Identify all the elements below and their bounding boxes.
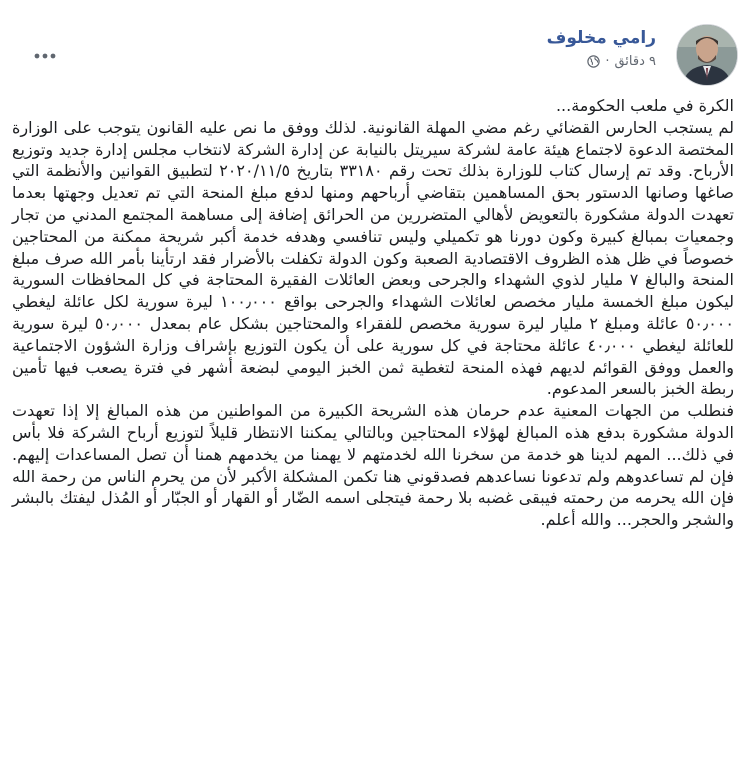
avatar[interactable]	[676, 24, 738, 86]
post-subline	[547, 54, 656, 69]
author-name[interactable]: رامي مخلوف	[546, 28, 656, 48]
profile-photo	[677, 25, 737, 85]
post-body	[12, 95, 734, 531]
globe-icon[interactable]	[587, 55, 600, 68]
separator-dot: ·	[605, 54, 610, 69]
post-time[interactable]: ٩ دقائق	[614, 54, 656, 69]
post-header	[14, 14, 738, 90]
more-options-icon[interactable]	[34, 42, 56, 64]
post-title: الكرة في ملعب الحكومة...	[555, 96, 734, 115]
post-paragraph-2: فنطلب من الجهات المعنية عدم حرمان هذه الشريحة الكبيرة من المواطنين من هذه المبالغ إلا إذا تعهدت الدولة مشكورة بدفع هذه المبالغ لهؤلاء المحتاجين وبالتالي يمكننا الانتظار قليلاً لتوزيع أرباح الشركة فلا بأس في ذلك... المهم لدينا هو خدمة من سخرنا الله لخدمتهم لا يهمنا من يخدمهم همنا أن تصل المساعدات إليهم. فإن لم تساعدوهم ولم تدعونا نساعدهم فصدقوني هنا تكمن المشكلة الأكبر لأن من يحرم الناس من رحمة الله فإن الله يحرمه من رحمته فيبقى غضبه بلا رحمة فيتجلى اسمه الضّار أو القهار أو الجبّار أو المُذل ليفتك بالبشر والشجر والحجر... والله أعلم.	[12, 401, 734, 530]
post-paragraph-1: لم يستجب الحارس القضائي رغم مضي المهلة القانونية. لذلك ووفق ما نص عليه القانون يتوجب على الوزارة المختصة الدعوة لاجتماع هيئة عامة لشركة سيريتل بالنيابة عن إدارة الشركة لانتخاب مجلس إدارة جديد وتوزيع الأرباح. وقد تم إرسال كتاب للوزارة بذلك تحت رقم ٣٣١٨٠ بتاريخ ٢٠٢٠/١١/٥ لتطبيق القوانين والأنظمة التي صاغها وصانها الدستور بحق المساهمين بتقاضي أرباحهم ومنها لدفع مبلغ المنحة التي تم تعديل وجهتها بعدما تعهدت الدولة مشكورة بالتعويض لأهالي المتضررين من الحرائق إضافة إلى مساهمة المجتمع المدني من تجار وجمعيات بمبالغ كبيرة وكون دورنا هو تكميلي وليس تنافسي وهدفه خدمة أكبر شريحة ممكنة من المحتاجين خصوصاً في ظل هذه الظروف الاقتصادية الصعبة وكون الدولة تكفلت بالأضرار فقد ارتأينا بأمر الله صرف مبلغ المنحة والبالغ ٧ مليار لذوي الشهداء والجرحى وبعض العائلات الفقيرة المحتاجة في كل المحافظات السورية ليكون مبلغ الخمسة مليار مخصص لعائلات الشهداء والجرحى بواقع ١٠٠٫٠٠٠ ليرة سورية لكل عائلة ليغطي ٥٠٫٠٠٠ عائلة ومبلغ ٢ مليار ليرة سورية مخصص للفقراء والمحتاجين بشكل عام بمعدل ٥٠٫٠٠٠ ليرة سورية للعائلة ليغطي ٤٠٫٠٠٠ عائلة محتاجة في كل سورية على أن يكون التوزيع بإشراف وزارة الشؤون الاجتماعية والعمل ووفق القوائم لديهم فهذه المنحة لتغطية ثمن الخبز اليومي لبضعة أشهر في فترة يصعب فيها تأمين ربطة الخبز بالسعر المدعوم.	[12, 117, 734, 399]
post-meta	[547, 28, 656, 69]
